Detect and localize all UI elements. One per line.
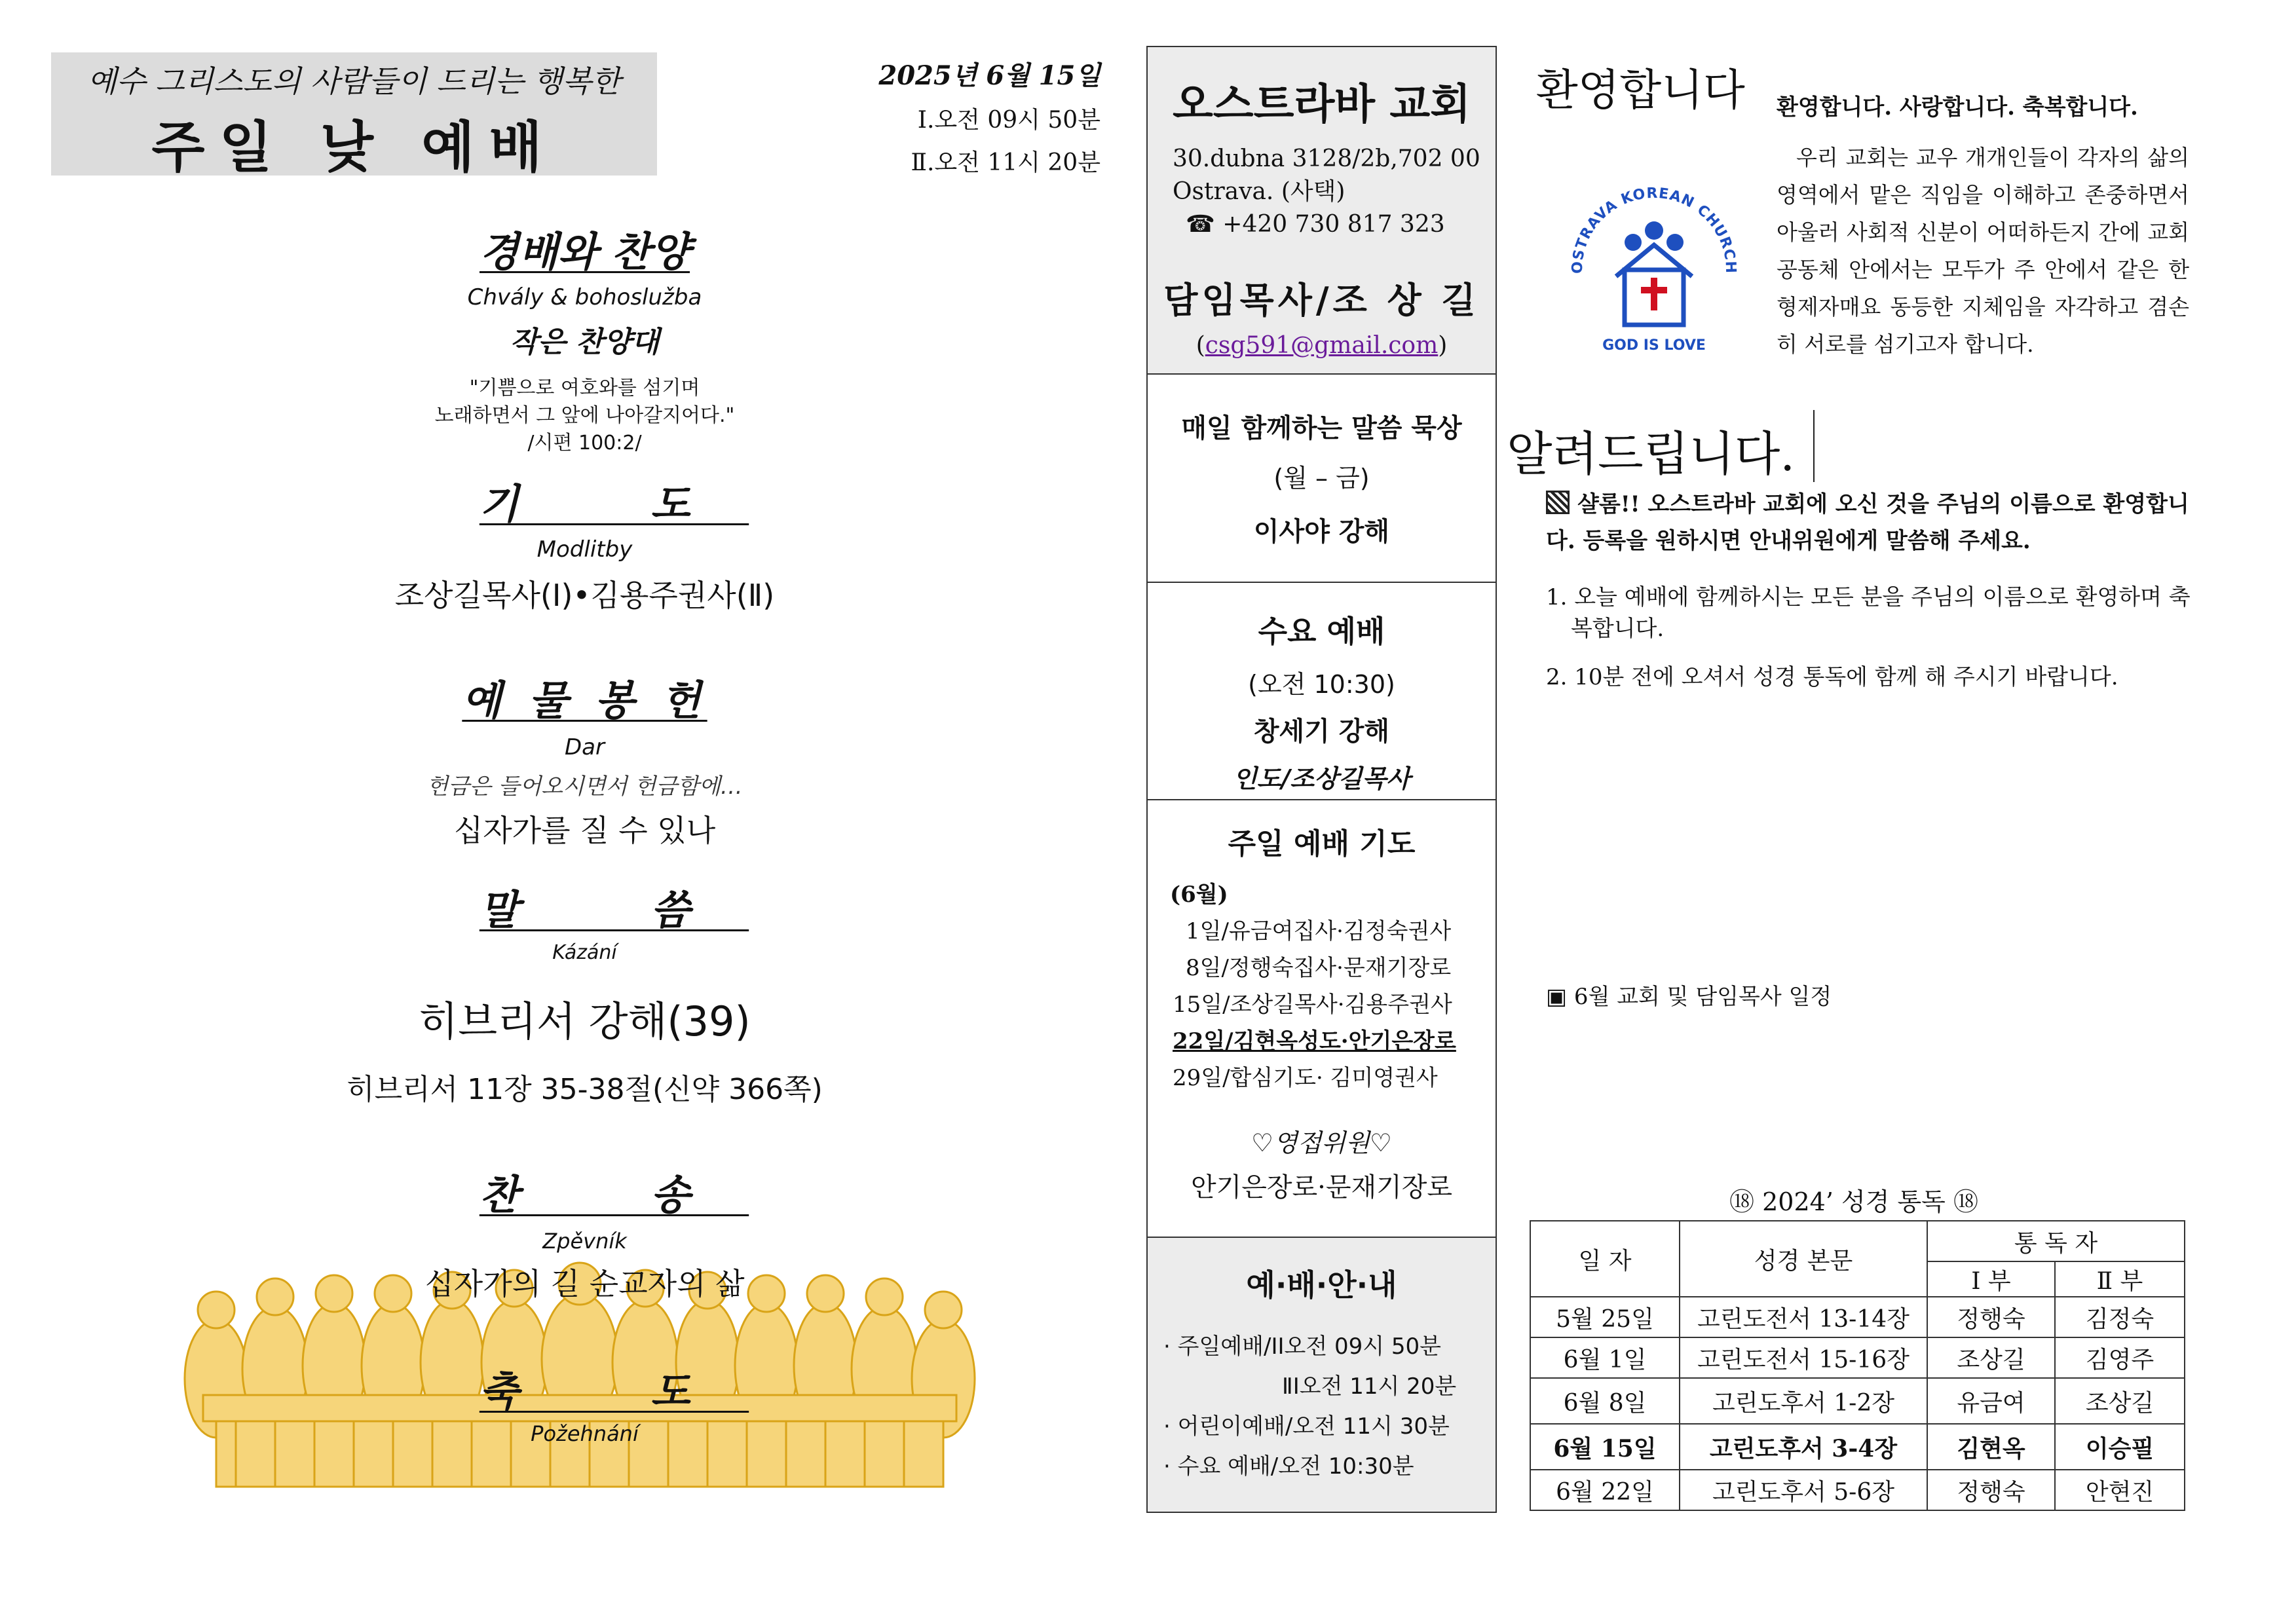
wednesday-study: 창세기 강해 [1253,717,1390,747]
col-header-part1: Ⅰ 부 [1927,1261,2055,1297]
section-title: 예 물 봉 헌 [462,677,707,724]
prayer-entry: 8일/정행숙집사·문재기장로 [1186,955,1452,981]
service-guide-item: · 어린이예배/오전 11시 30분 [1163,1413,1450,1440]
notices-title: 알려드립니다. [1507,426,1796,481]
title-box [51,52,657,179]
verse-line-2: 노래하면서 그 앞에 나아갈지어다." [434,404,735,427]
notice-item: 1. 오늘 예배에 함께하시는 모든 분을 주님의 이름으로 환영하며 축복합니다. [1546,584,2191,642]
wednesday-time: (오전 10:30) [1248,670,1395,699]
schedule-heading: ▣ 6월 교회 및 담임목사 일정 [1546,984,1832,1010]
praise-leader: 작은 찬양대 [510,326,660,359]
church-address-1: 30.dubna 3128/2b,702 00 [1173,145,1480,172]
daily-title: 매일 함께하는 말씀 묵상 [1181,413,1462,443]
church-logo [1556,172,1752,368]
section-subtitle: Zpěvník [542,1229,627,1254]
prayer-entry: 29일/합심기도· 김미영권사 [1173,1065,1438,1091]
ushers-title: ♡영접위원♡ [1251,1128,1392,1157]
service-guide-item: ⅡⅠ오전 11시 20분 [1282,1373,1457,1400]
ushers-names: 안기은장로·문재기장로 [1190,1172,1453,1202]
service-guide-item: · 주일예배/ⅠⅠ오전 09시 50분 [1163,1333,1442,1360]
bible-reading-table [1530,1220,2185,1511]
notice-item: 2. 10분 전에 오셔서 성경 통독에 함께 해 주시기 바랍니다. [1546,664,2118,690]
text-cursor-divider [1813,410,1815,482]
section-hymn [52,1163,1117,1303]
section-benediction [52,1359,1117,1446]
section-praise [52,219,1117,457]
prayer-people: 조상길목사(Ⅰ)•김용주권사(Ⅱ) [394,578,775,613]
section-offering [52,668,1117,850]
sunday-prayer-title: 주일 예배 기도 [1228,827,1416,861]
bullet-icon [1546,491,1570,514]
verse-line-1: "기쁨으로 여호와를 섬기며 [469,377,700,400]
sunday-prayer-box [1148,799,1496,1237]
logo-arc-text: OSTRAVA KOREAN CHURCH [1569,185,1739,274]
section-title: 찬 송 [479,1171,749,1219]
church-address-2: Ostrava. (사택) [1173,178,1346,205]
wednesday-service-box [1148,582,1496,799]
section-subtitle: Kázání [552,941,617,964]
section-subtitle: Požehnání [531,1421,639,1446]
hymn-song: 십자가의 길 순교자의 삶 [424,1266,745,1301]
daily-study: 이사야 강해 [1253,517,1390,547]
welcome-title: 환영합니다 [1536,65,1745,115]
verse-reference: /시편 100:2/ [527,432,642,455]
sermon-title: 히브리서 강해(39) [419,997,751,1045]
section-title: 말 씀 [479,886,749,934]
date-block [878,55,1101,177]
welcome-body: 우리 교회는 교우 개개인들이 각자의 삶의 영역에서 맡은 직임을 이해하고 존중하면서 아울러 사회적 신분이 어떠하든지 간에 교회 공동체 안에서는 모두가 주 안에서 같은 한 형제자매요 동등한 지체임을 자각하고 겸손히 서로를 섬기고자 합니다. [1777,145,2189,357]
pastor-email-line: (csg591@gmail.com) [1195,332,1448,359]
offering-note: 헌금은 들어오시면서 헌금함에… [426,773,743,800]
service-guide-title: 예·배·안·내 [1246,1267,1397,1303]
col-header-passage: 성경 본문 [1680,1221,1927,1297]
service-guide-box [1148,1237,1496,1512]
section-prayer [52,472,1117,615]
pastor-name: 담임목사/조 상 길 [1163,280,1480,321]
sermon-passage: 히브리서 11장 35-38절(신약 366쪽) [347,1073,823,1106]
section-sermon [52,878,1117,1108]
offering-hymn: 십자가를 질 수 있나 [453,813,716,848]
church-phone: ☎ +420 730 817 323 [1186,211,1445,238]
prayer-entry: 15일/조상길목사·김용주권사 [1173,992,1452,1018]
table-row: 6월 22일 고린도후서 5-6장 정행숙 안현진 [1530,1470,2185,1510]
service-guide-item: · 수요 예배/오전 10:30분 [1163,1453,1414,1480]
table-row: 5월 25일 고린도전서 13-14장 정행숙 김정숙 [1530,1297,2185,1337]
section-title: 축 도 [479,1368,749,1415]
church-info-box [1148,47,1496,373]
title-subline: 예수 그리스도의 사람들이 드리는 행복한 [87,64,621,99]
wednesday-leader: 인도/조상길목사 [1233,764,1410,793]
col-header-part2: Ⅱ 부 [2055,1261,2185,1297]
pastor-email-link[interactable]: csg591@gmail.com [1205,332,1439,359]
section-title: 기 도 [479,480,749,528]
table-row-current: 6월 15일 고린도후서 3-4장 김현옥 이승필 [1530,1424,2185,1470]
page-title: 주일 낮 예배 [151,115,557,179]
church-name: 오스트라바 교회 [1172,81,1471,129]
col-header-date: 일 자 [1530,1221,1680,1297]
section-title: 경배와 찬양 [479,228,690,276]
bible-reading-title: ⑱ 2024’ 성경 통독 ⑱ [1729,1187,1978,1216]
prayer-entry: 1일/유금여집사·김정숙권사 [1186,918,1452,944]
section-subtitle: Modlitby [536,536,633,563]
notices-list [1546,582,2191,710]
service-time-1: Ⅰ.오전 09시 50분 [917,107,1101,134]
section-subtitle: Chvály & bohoslužba [467,284,702,310]
prayer-month: (6월) [1170,882,1228,908]
service-date: 2025년 6월 15일 [878,60,1101,91]
notices-intro: 샬롬!! 오스트라바 교회에 오신 것을 주님의 이름으로 환영합니다. 등록을 원하시면 안내위원에게 말씀해 주세요. [1546,491,2189,554]
wednesday-title: 수요 예배 [1258,614,1385,649]
logo-bottom-text: GOD IS LOVE [1602,337,1706,354]
daily-meditation-box [1148,373,1496,582]
prayer-entry-current: 22일/김현옥성도·안기은장로 [1173,1028,1456,1054]
table-row: 6월 1일 고린도전서 15-16장 조상길 김영주 [1530,1337,2185,1378]
table-row: 6월 8일 고린도후서 1-2장 유금여 조상길 [1530,1378,2185,1424]
service-time-2: Ⅱ.오전 11시 20분 [911,149,1101,176]
church-info-column [1146,46,1497,1513]
col-header-readers: 통 독 자 [1927,1221,2185,1261]
welcome-subtitle: 환영합니다. 사랑합니다. 축복합니다. [1777,94,2138,121]
daily-days: (월 – 금) [1273,464,1370,493]
section-subtitle: Dar [565,734,605,760]
